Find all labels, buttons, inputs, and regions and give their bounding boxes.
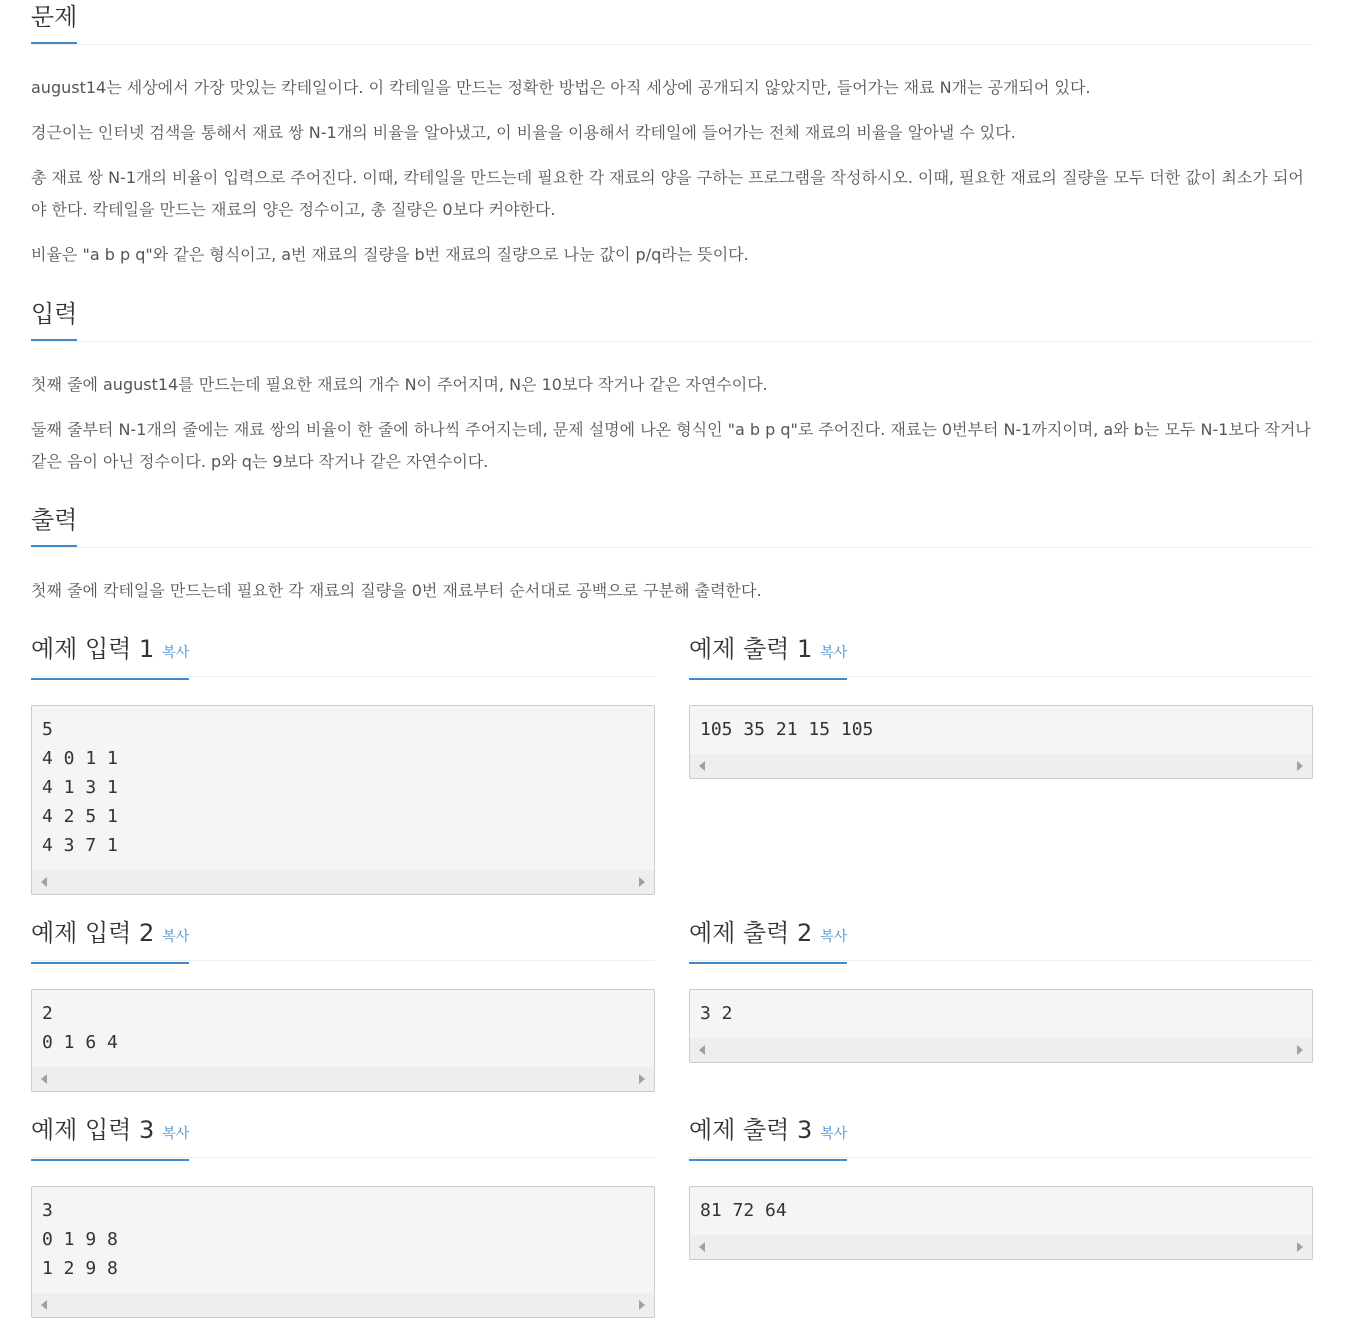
sample-output-1-box (689, 705, 1313, 779)
copy-button[interactable]: 복사 (162, 645, 190, 661)
sample-output-2 (689, 914, 1313, 1024)
sample-input-3-box (31, 1186, 655, 1318)
scroll-left-icon[interactable] (41, 877, 47, 887)
scroll-left-icon[interactable] (699, 1242, 705, 1252)
input-paragraph-2: 둘째 줄부터 N-1개의 줄에는 재료 쌍의 비율이 한 줄에 하나씩 주어지는데, 문제 설명에 나온 형식인 "a b p q"로 주어진다. 재료는 0번부터 N-1까지이며, a와 b는 모두 N-1보다 작거나 같은 음이 아닌 정수이다. p와 q는 9보다 작거나 같은 자연수이다. (31, 420, 1311, 471)
input-section (31, 297, 1313, 471)
sample-input-3 (31, 1111, 655, 1279)
copy-button[interactable]: 복사 (162, 1126, 190, 1142)
scroll-right-icon[interactable] (639, 877, 645, 887)
scroll-left-icon[interactable] (699, 1045, 705, 1055)
scroll-right-icon[interactable] (1297, 1045, 1303, 1055)
sample-input-2-code: 2 0 1 6 4 (42, 1003, 118, 1053)
sample-output-2-title: 예제 출력 2 (689, 919, 813, 947)
output-title: 출력 (31, 505, 77, 547)
scroll-left-icon[interactable] (41, 1300, 47, 1310)
problem-title: 문제 (31, 2, 77, 44)
problem-paragraph-2: 경근이는 인터넷 검색을 통해서 재료 쌍 N-1개의 비율을 알아냈고, 이 비율을 이용해서 칵테일에 들어가는 전체 재료의 비율을 알아낼 수 있다. (31, 123, 1016, 142)
sample-input-1-code: 5 4 0 1 1 4 1 3 1 4 2 5 1 4 3 7 1 (42, 719, 118, 856)
horizontal-scrollbar[interactable] (32, 870, 654, 894)
sample-output-3 (689, 1111, 1313, 1221)
scroll-left-icon[interactable] (41, 1074, 47, 1084)
problem-section (31, 0, 1313, 264)
sample-input-1-title: 예제 입력 1 (31, 635, 155, 663)
copy-button[interactable]: 복사 (820, 645, 848, 661)
output-paragraph-1: 첫째 줄에 칵테일을 만드는데 필요한 각 재료의 질량을 0번 재료부터 순서대로 공백으로 구분해 출력한다. (31, 581, 762, 600)
sample-output-1-heading (689, 634, 847, 680)
sample-output-2-heading (689, 918, 847, 964)
sample-input-2-heading (31, 918, 189, 964)
sample-output-1 (689, 630, 1313, 740)
input-headline (31, 297, 1313, 342)
scroll-left-icon[interactable] (699, 761, 705, 771)
output-headline (31, 503, 1313, 548)
scroll-right-icon[interactable] (639, 1300, 645, 1310)
sample-output-3-code: 81 72 64 (700, 1200, 787, 1221)
horizontal-scrollbar[interactable] (32, 1067, 654, 1091)
sample-input-2-box (31, 989, 655, 1092)
output-section (31, 503, 1313, 600)
sample-output-1-headline (689, 630, 1313, 677)
sample-output-3-box (689, 1186, 1313, 1260)
sample-output-2-box (689, 989, 1313, 1063)
sample-output-2-headline (689, 914, 1313, 961)
sample-output-2-code: 3 2 (700, 1003, 733, 1024)
problem-paragraph-3: 총 재료 쌍 N-1개의 비율이 입력으로 주어진다. 이때, 칵테일을 만드는데 필요한 각 재료의 양을 구하는 프로그램을 작성하시오. 이때, 필요한 재료의 질량을 모두 더한 값이 최소가 되어야 한다. 칵테일을 만드는 재료의 양은 정수이고, 총 질량은 0보다 커야한다. (31, 168, 1304, 219)
problem-headline (31, 0, 1313, 45)
sample-input-3-title: 예제 입력 3 (31, 1116, 155, 1144)
sample-output-1-code: 105 35 21 15 105 (700, 719, 874, 740)
sample-input-2-headline (31, 914, 655, 961)
horizontal-scrollbar[interactable] (690, 1038, 1312, 1062)
problem-paragraph-1: august14는 세상에서 가장 맛있는 칵테일이다. 이 칵테일을 만드는 정확한 방법은 아직 세상에 공개되지 않았지만, 들어가는 재료 N개는 공개되어 있다. (31, 78, 1091, 97)
copy-button[interactable]: 복사 (820, 1126, 848, 1142)
sample-output-1-title: 예제 출력 1 (689, 635, 813, 663)
sample-input-1-heading (31, 634, 189, 680)
sample-input-2-title: 예제 입력 2 (31, 919, 155, 947)
scroll-right-icon[interactable] (639, 1074, 645, 1084)
horizontal-scrollbar[interactable] (690, 1235, 1312, 1259)
sample-output-3-title: 예제 출력 3 (689, 1116, 813, 1144)
scroll-right-icon[interactable] (1297, 761, 1303, 771)
sample-input-3-headline (31, 1111, 655, 1158)
scroll-right-icon[interactable] (1297, 1242, 1303, 1252)
sample-output-3-headline (689, 1111, 1313, 1158)
sample-input-1-headline (31, 630, 655, 677)
sample-input-1-box (31, 705, 655, 895)
sample-input-3-code: 3 0 1 9 8 1 2 9 8 (42, 1200, 118, 1279)
problem-paragraph-4: 비율은 "a b p q"와 같은 형식이고, a번 재료의 질량을 b번 재료의 질량으로 나눈 값이 p/q라는 뜻이다. (31, 245, 749, 264)
sample-output-3-heading (689, 1115, 847, 1161)
copy-button[interactable]: 복사 (162, 929, 190, 945)
input-title: 입력 (31, 299, 77, 341)
horizontal-scrollbar[interactable] (690, 754, 1312, 778)
sample-input-2 (31, 914, 655, 1053)
copy-button[interactable]: 복사 (820, 929, 848, 945)
sample-input-1 (31, 630, 655, 856)
horizontal-scrollbar[interactable] (32, 1293, 654, 1317)
input-paragraph-1: 첫째 줄에 august14를 만드는데 필요한 재료의 개수 N이 주어지며, N은 10보다 작거나 같은 자연수이다. (31, 375, 768, 394)
sample-input-3-heading (31, 1115, 189, 1161)
